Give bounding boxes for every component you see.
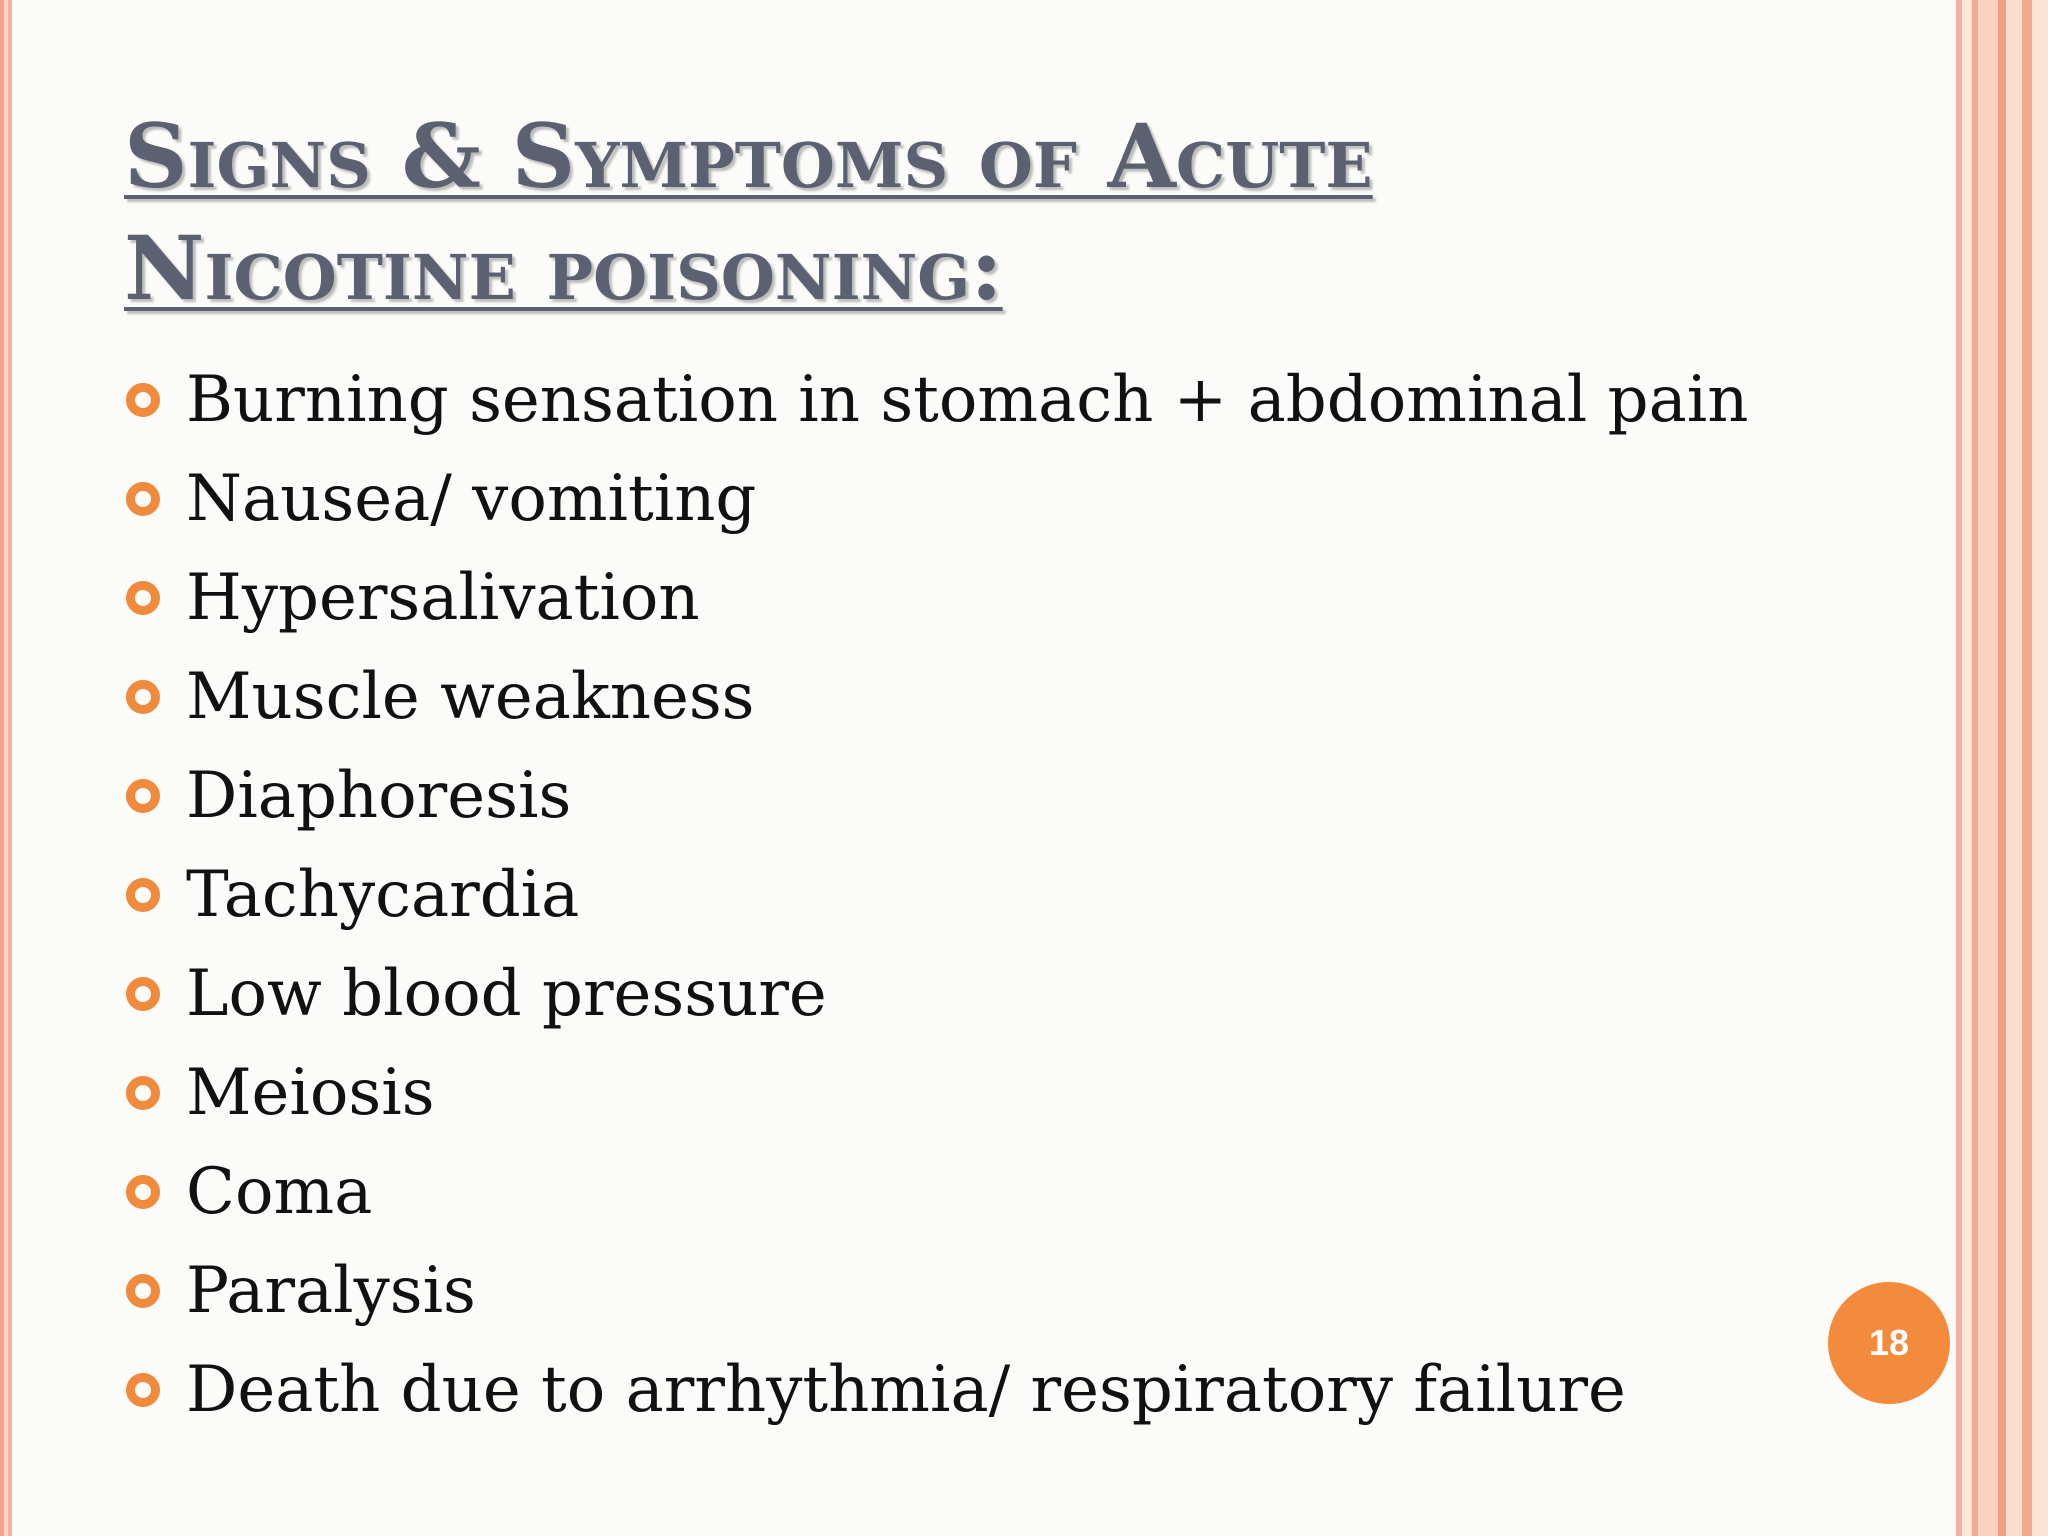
ring-bullet-icon <box>126 680 160 714</box>
slide-title <box>124 100 1524 324</box>
right-border-stripe <box>1956 0 2048 1536</box>
list-item <box>126 1142 1748 1241</box>
page-number-badge: 18 <box>1828 1282 1950 1404</box>
left-border-stripe <box>0 0 12 1536</box>
list-item <box>126 449 1748 548</box>
list-item-text: Diaphoresis <box>186 758 572 833</box>
list-item-text: Muscle weakness <box>186 659 755 734</box>
list-item <box>126 350 1748 449</box>
list-item-text: Nausea/ vomiting <box>186 461 757 536</box>
symptom-list <box>126 350 1748 1439</box>
ring-bullet-icon <box>126 581 160 615</box>
ring-bullet-icon <box>126 1076 160 1110</box>
ring-bullet-icon <box>126 482 160 516</box>
slide-title-line-2: Nicotine poisoning: <box>124 216 1003 320</box>
ring-bullet-icon <box>126 977 160 1011</box>
ring-bullet-icon <box>126 383 160 417</box>
list-item <box>126 548 1748 647</box>
list-item-text: Low blood pressure <box>186 956 827 1031</box>
list-item <box>126 845 1748 944</box>
ring-bullet-icon <box>126 1175 160 1209</box>
list-item <box>126 1043 1748 1142</box>
list-item <box>126 1340 1748 1439</box>
ring-bullet-icon <box>126 779 160 813</box>
ring-bullet-icon <box>126 878 160 912</box>
list-item-text: Meiosis <box>186 1055 435 1130</box>
list-item-text: Paralysis <box>186 1253 476 1328</box>
ring-bullet-icon <box>126 1274 160 1308</box>
list-item-text: Tachycardia <box>186 857 580 932</box>
ring-bullet-icon <box>126 1373 160 1407</box>
list-item <box>126 1241 1748 1340</box>
list-item-text: Hypersalivation <box>186 560 700 635</box>
list-item-text: Coma <box>186 1154 373 1229</box>
list-item-text: Death due to arrhythmia/ respiratory failure <box>186 1352 1626 1427</box>
list-item <box>126 647 1748 746</box>
slide-title-line-1: Signs & Symptoms of Acute <box>124 104 1373 208</box>
list-item <box>126 746 1748 845</box>
list-item <box>126 944 1748 1043</box>
list-item-text: Burning sensation in stomach + abdominal pain <box>186 362 1749 437</box>
